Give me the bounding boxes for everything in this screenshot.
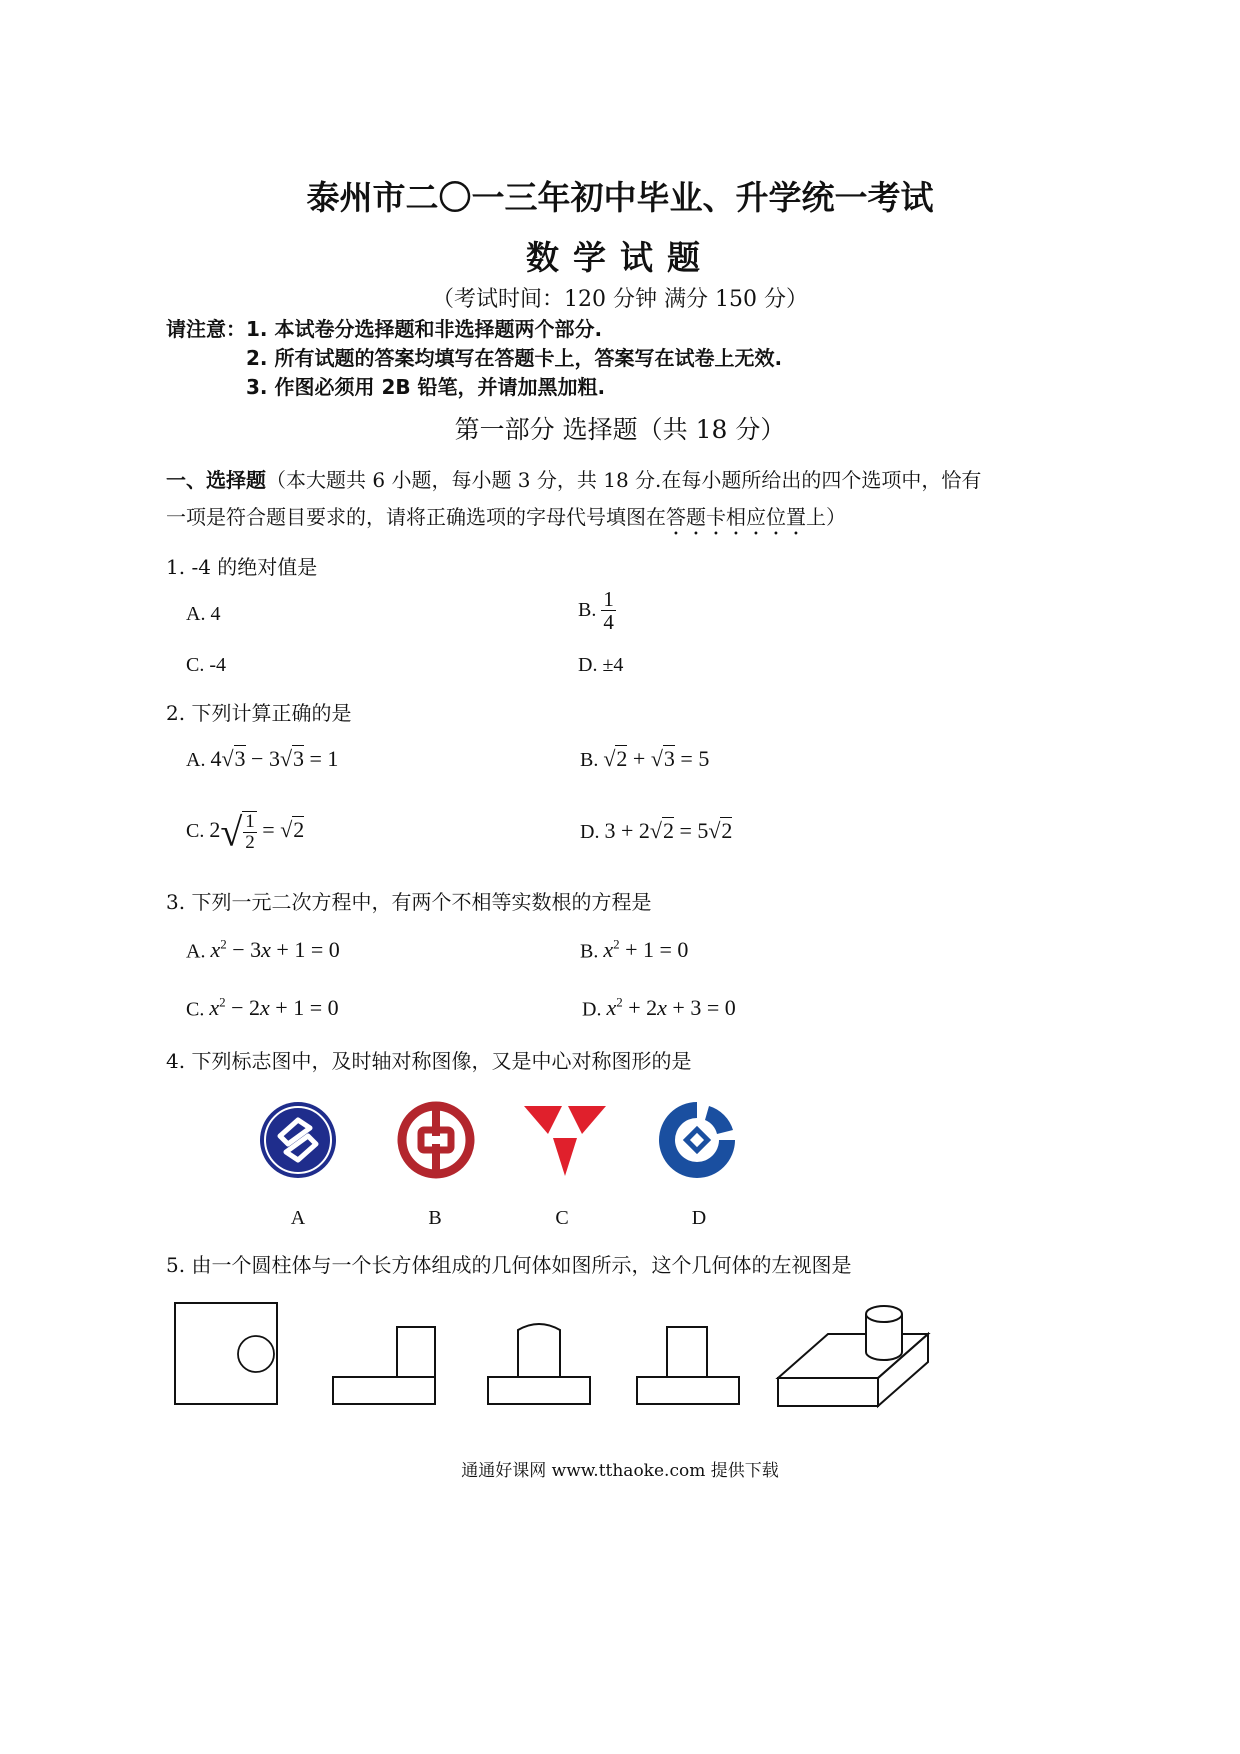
logo-label-d: D <box>691 1207 707 1229</box>
section-instruction-text-1: （本大题共 6 小题，每小题 3 分，共 18 分.在每小题所给出的四个选项中，恰有 <box>266 468 982 492</box>
logo-c-triangles <box>522 1102 608 1180</box>
q2-option-c <box>186 808 304 855</box>
section-instruction-emphasis: 答题卡相应位置 <box>666 505 806 529</box>
q3-option-c-label: C. <box>186 998 205 1021</box>
q2-stem: 2. 下列计算正确的是 <box>166 701 352 725</box>
q3-option-b-expr: $x^2 + 1 = 0$ <box>603 937 689 963</box>
q3-option-c <box>186 995 339 1021</box>
footer-text: 通通好课网 www.tthaoke.com 提供下载 <box>461 1461 779 1481</box>
part-title: 第一部分 选择题（共 18 分） <box>454 415 786 444</box>
q2-option-a-label: A. <box>186 749 206 771</box>
q3-stem: 3. 下列一元二次方程中，有两个不相等实数根的方程是 <box>166 890 652 914</box>
notice-item-2: 2. 所有试题的答案均填写在答题卡上，答案写在试卷上无效. <box>246 346 783 370</box>
q2-option-c-label: C. <box>186 820 205 842</box>
q1-option-b-denominator: 4 <box>603 610 614 635</box>
q1-option-b-label: B. <box>578 599 597 622</box>
q5-option-t-rounded <box>485 1320 595 1408</box>
q3-option-c-expr: $x^2 - 2x + 1 = 0$ <box>209 995 339 1021</box>
exam-title: 泰州市二〇一三年初中毕业、升学统一考试 <box>306 178 934 217</box>
q2-option-d-label: D. <box>580 821 600 843</box>
q3-option-a <box>186 937 340 963</box>
q2-option-b-expr: √2 + √3 = 5 <box>603 746 710 771</box>
q1-stem: 1. -4 的绝对值是 <box>166 555 318 579</box>
q3-option-a-expr: $x^2 - 3x + 1 = 0$ <box>210 937 340 963</box>
q1-option-b-fraction <box>601 588 616 633</box>
q1-option-d: D. ±4 <box>578 654 624 676</box>
q3-option-b-label: B. <box>580 940 599 963</box>
q4-stem: 4. 下列标志图中，及时轴对称图像，又是中心对称图形的是 <box>166 1049 692 1073</box>
q5-option-t-right <box>330 1324 440 1408</box>
q3-option-d-expr: $x^2 + 2x + 3 = 0$ <box>606 995 736 1021</box>
q1-option-a: A. 4 <box>186 603 221 625</box>
q1-option-b <box>578 588 616 633</box>
q2-option-b <box>580 746 709 772</box>
q1-option-c: C. -4 <box>186 654 226 676</box>
logo-a-china-mobile <box>258 1100 338 1180</box>
q2-option-d <box>580 818 732 844</box>
logo-label-b: B <box>428 1207 442 1229</box>
section-instruction-text-2c: 上） <box>806 505 846 529</box>
q1-option-b-numerator: 1 <box>603 587 614 611</box>
section-heading: 一、选择题 <box>166 468 266 492</box>
q2-option-b-label: B. <box>580 749 599 771</box>
logo-label-c: C <box>555 1207 569 1229</box>
logo-label-a: A <box>290 1207 306 1229</box>
section-instruction-text-2a: 一项是符合题目要求的，请将正确选项的字母代号填图在 <box>166 505 666 529</box>
q2-option-d-expr: 3 + 2√2 = 5√2 <box>604 818 733 843</box>
logo-b-bank-of-china <box>396 1100 476 1180</box>
q5-solid-figure <box>774 1302 934 1412</box>
q3-option-b <box>580 937 688 963</box>
q3-option-a-label: A. <box>186 940 206 963</box>
q2-option-c-expr: 2√ $\frac{1}{2}$ = √2 <box>209 809 305 854</box>
exam-info: （考试时间：120 分钟 满分 150 分） <box>432 287 808 312</box>
notice-item-3: 3. 作图必须用 2B 铅笔，并请加黑加粗. <box>246 375 606 399</box>
q5-option-square-circle <box>172 1300 282 1408</box>
q2-option-a <box>186 746 338 772</box>
exam-subtitle: 数学试题 <box>526 238 714 277</box>
q5-option-t-center <box>634 1324 744 1408</box>
notice-item-1: 1. 本试卷分选择题和非选择题两个部分. <box>246 317 603 341</box>
q5-stem: 5. 由一个圆柱体与一个长方体组成的几何体如图所示，这个几何体的左视图是 <box>166 1253 852 1277</box>
section-instruction-line-1 <box>166 464 981 493</box>
logo-d-ccb <box>657 1100 737 1180</box>
q3-option-d-label: D. <box>582 998 602 1021</box>
q2-option-a-expr: 4√3 − 3√3 = 1 <box>210 746 339 771</box>
section-instruction-line-2 <box>166 501 846 540</box>
notice-label: 请注意： <box>166 317 246 341</box>
q3-option-d <box>582 995 736 1021</box>
